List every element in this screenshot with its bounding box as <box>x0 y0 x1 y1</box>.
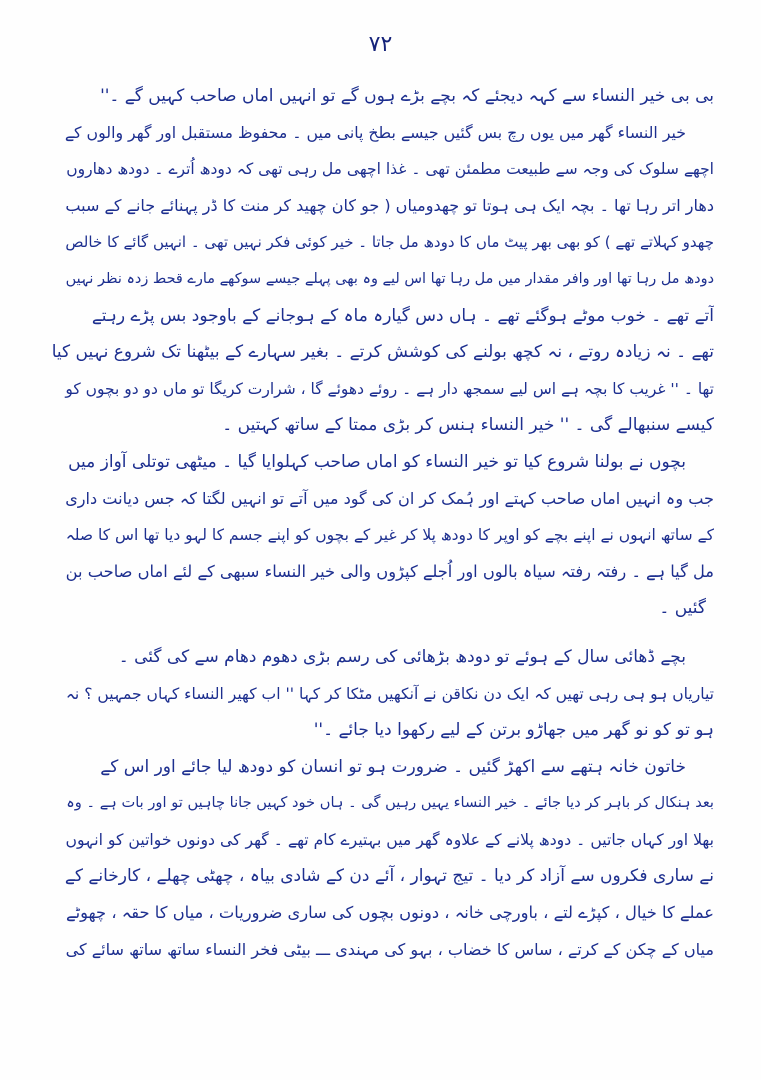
text-line: عملے کا خیال ، کپڑے لتے ، باورچی خانہ ، دونوں بچوں کی ساری ضروریات ، میاں کا حقہ ، چھوٹے <box>66 903 714 923</box>
text-line: تھے ۔ نہ زیادہ روتے ، نہ کچھ بولنے کی کوشش کرتے ۔ بغیر سہارے کے بیٹھنا تک شروع نہیں کیا <box>52 342 714 363</box>
text-line: خاتون خانہ ہتھے سے اکھڑ گئیں ۔ ضرورت ہو تو انسان کو دودھ لیا جائے اور اس کے <box>100 756 686 777</box>
text-line: بچوں نے بولنا شروع کیا تو خیر النساء کو اماں صاحب کہلوایا گیا ۔ میٹھی توتلی آواز میں <box>68 451 686 472</box>
text-line: کے ساتھ انہوں نے اپنے بچے کو اوپر کا دودھ پلا کر غیر کے بچوں کو اپنے جسم کا لہو دیا تھا اس کا صلہ <box>65 526 714 545</box>
text-line: چھدو کہلاتے تھے ) کو بھی بھر پیٹ ماں کا دودھ مل جاتا ۔ خیر کوئی فکر نہیں تھی ۔ انہیں گائے کا خالص <box>65 233 714 252</box>
page-number: ۷۲ <box>368 32 393 57</box>
text-line: گئیں ۔ <box>659 598 706 619</box>
text-line: بی بی خیر النساء سے کہہ دیجئے کہ بچے بڑے ہوں گے تو انہیں اماں صاحب کہیں گے ۔'' <box>100 86 714 106</box>
text-line: نے ساری فکروں سے آزاد کر دیا ۔ تیج تہوار ، آئے دن کے شادی بیاہ ، چھٹی چھلے ، کارخانے کے <box>64 866 714 887</box>
body-text <box>52 78 714 968</box>
text-line: جب وہ انہیں اماں صاحب کہتے اور ہُمک کر ان کی گود میں آتے تو انہیں لگتا کہ جس دیانت داری <box>65 488 714 508</box>
text-line: دودھ مل رہا تھا اور وافر مقدار میں مل رہا تھا اس لیے وہ بھی پہلے جیسے سوکھے مارے قحط زدہ نظر نہیں <box>65 270 714 287</box>
text-line: دھار اتر رہا تھا ۔ بچہ ایک ہی ہوتا تو چھدومیاں ( جو کان چھید کر منت کا ڈر پہنائے جانے کے سبب <box>65 195 714 215</box>
text-line: اچھے سلوک کی وجہ سے طبیعت مطمئن تھی ۔ غذا اچھی مل رہی تھی کہ دودھ اُترے ۔ دودھ دھاروں <box>66 160 714 179</box>
text-line: بھلا اور کہاں جاتیں ۔ دودھ پلانے کے علاوہ گھر میں بہتیرے کام تھے ۔ گھر کی دونوں خواتین کو انہوں <box>65 829 714 849</box>
text-line: تیاریاں ہو ہی رہی تھیں کہ ایک دن نکاقن نے آنکھیں مٹکا کر کہا '' اب کھیر النساء کہاں جمہیں ؟ نہ <box>65 684 714 703</box>
text-line: بعد ہنکال کر باہر کر دیا جائے ۔ خیر النساء یہیں رہیں گی ۔ ہاں خود کہیں جانا چاہیں تو اور بات ہے ۔ وہ <box>66 794 714 812</box>
text-line: میاں کے چکن کے کرتے ، ساس کا خضاب ، بہو کی مہندی ـــ بیٹی فخر النساء ساتھ ساتھ سائے کی <box>65 939 714 959</box>
text-line: ہو تو کو نو گھر میں جھاڑو برتن کے لیے رکھوا دیا جائے ۔'' <box>313 720 714 741</box>
paragraph-gap <box>52 627 714 639</box>
text-line: کیسے سنبھالے گی ۔ '' خیر النساء ہنس کر بڑی ممتا کے ساتھ کہتیں ۔ <box>222 415 714 436</box>
text-line: بچے ڈھائی سال کے ہوئے تو دودھ بڑھائی کی رسم بڑی دھوم دھام سے کی گئی ۔ <box>118 646 686 667</box>
text-line: مل گیا ہے ۔ رفتہ رفتہ سیاہ بالوں اور اُجلے کپڑوں والی خیر النساء سبھی کے لئے اماں صاحب بن <box>65 561 714 581</box>
text-line: آتے تھے ۔ خوب موٹے ہوگئے تھے ۔ ہاں دس گیارہ ماہ کے ہوجانے کے باوجود بس پڑے رہتے <box>91 305 714 326</box>
text-line: خیر النساء گھر میں یوں رچ بس گئیں جیسے بطخ پانی میں ۔ محفوظ مستقبل اور گھر والوں کے <box>64 122 686 142</box>
text-line: تھا ۔ '' غریب کا بچہ ہے اس لیے سمجھ دار ہے ۔ روئے دھوئے گا ، شرارت کریگا تو ماں دو دو بچوں کو <box>65 379 714 398</box>
